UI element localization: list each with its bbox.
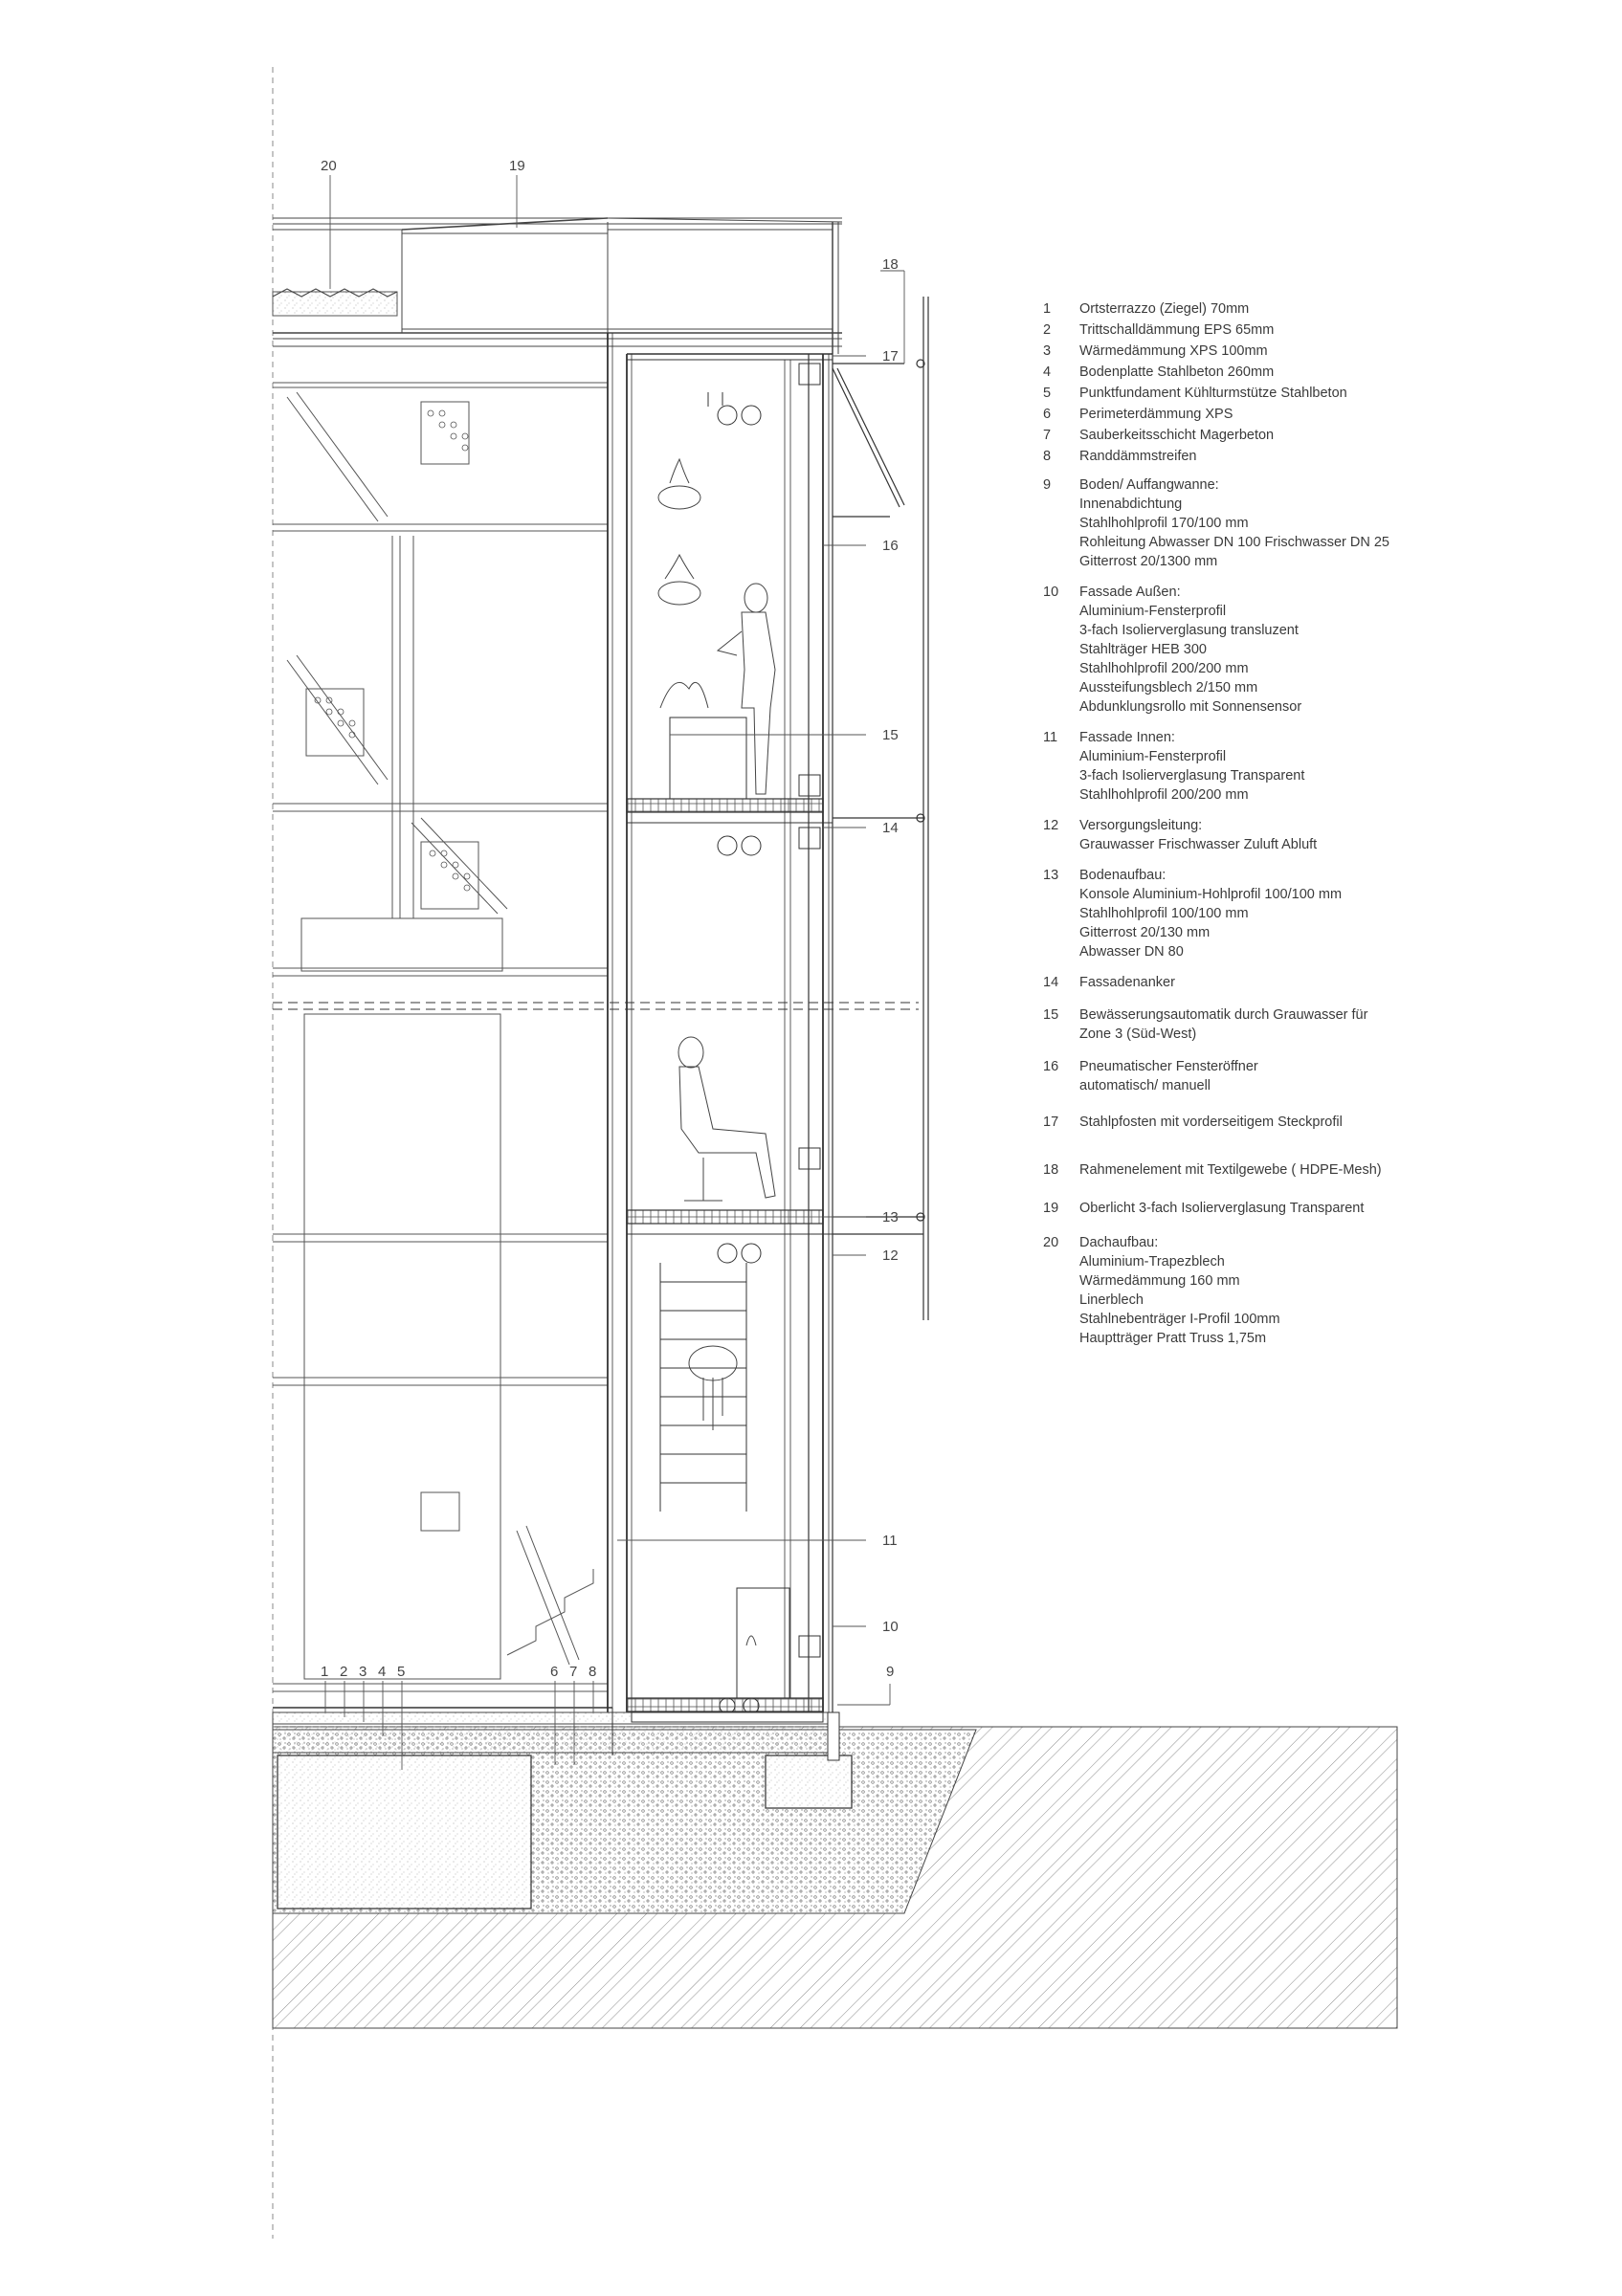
legend-text: Abdunklungsrollo mit Sonnensensor	[1079, 699, 1302, 715]
callout-19: 19	[509, 158, 525, 174]
legend-item-5	[1043, 384, 1579, 403]
legend-item-7	[1043, 426, 1579, 445]
legend-number: 13	[1043, 868, 1059, 883]
legend-text: Bewässerungsautomatik durch Grauwasser für	[1079, 1007, 1368, 1023]
legend-text: 3-fach Isolierverglasung transluzent	[1079, 623, 1299, 638]
callout-11: 11	[882, 1533, 898, 1549]
legend-number: 6	[1043, 407, 1052, 422]
callout-8: 8	[589, 1664, 597, 1680]
callout-2: 2	[340, 1664, 348, 1680]
callout-14: 14	[882, 820, 899, 836]
legend-text: Bodenplatte Stahlbeton 260mm	[1079, 364, 1275, 380]
legend-text: Ortsterrazzo (Ziegel) 70mm	[1079, 301, 1250, 317]
plant-figures	[658, 459, 756, 1645]
legend-number: 14	[1043, 975, 1059, 990]
legend-text: Oberlicht 3-fach Isolierverglasung Transparent	[1079, 1201, 1365, 1216]
legend-text: Versorgungsleitung:	[1079, 818, 1203, 833]
legend-text: Aussteifungsblech 2/150 mm	[1079, 680, 1258, 695]
legend-item-19	[1043, 1199, 1579, 1218]
legend-text: Stahlhohlprofil 200/200 mm	[1079, 661, 1249, 676]
legend-text: Grauwasser Frischwasser Zuluft Abluft	[1079, 837, 1318, 852]
legend-item-16	[1043, 1057, 1579, 1095]
legend-number: 15	[1043, 1007, 1059, 1023]
legend-number: 1	[1043, 301, 1052, 317]
roof-insulation	[273, 289, 397, 316]
legend-text: Wärmedämmung XPS 100mm	[1079, 343, 1268, 359]
callout-4: 4	[378, 1664, 387, 1680]
existing-structure-left	[273, 383, 608, 1691]
legend-text: 3-fach Isolierverglasung Transparent	[1079, 768, 1305, 784]
legend-text: Sauberkeitsschicht Magerbeton	[1079, 428, 1275, 443]
legend-text: Stahlnebenträger I-Profil 100mm	[1079, 1312, 1280, 1327]
legend-text: Zone 3 (Süd-West)	[1079, 1027, 1197, 1042]
legend-item-6	[1043, 405, 1579, 424]
legend-text: Stahlhohlprofil 100/100 mm	[1079, 906, 1249, 921]
legend-item-14	[1043, 973, 1579, 992]
callout-9: 9	[886, 1664, 895, 1680]
legend-text: Rahmenelement mit Textilgewebe ( HDPE-Mesh)	[1079, 1162, 1382, 1178]
legend-number: 9	[1043, 477, 1052, 493]
legend-number: 12	[1043, 818, 1059, 833]
legend-text: Dachaufbau:	[1079, 1235, 1159, 1250]
legend-item-20	[1043, 1233, 1579, 1348]
legend-text: Aluminium-Fensterprofil	[1079, 604, 1227, 619]
legend-text: Aluminium-Fensterprofil	[1079, 749, 1227, 764]
legend-item-4	[1043, 363, 1579, 382]
legend-text: automatisch/ manuell	[1079, 1078, 1211, 1093]
legend-item-13	[1043, 866, 1579, 961]
legend-text: Fassade Außen:	[1079, 585, 1181, 600]
legend-item-1	[1043, 299, 1579, 319]
legend-number: 10	[1043, 585, 1059, 600]
legend-item-11	[1043, 728, 1579, 805]
legend-item-17	[1043, 1113, 1579, 1132]
callout-1: 1	[321, 1664, 329, 1680]
legend-item-12	[1043, 816, 1579, 854]
legend-number: 3	[1043, 343, 1052, 359]
legend-text: Linerblech	[1079, 1292, 1144, 1308]
legend-item-8	[1043, 447, 1579, 466]
legend-number: 8	[1043, 449, 1052, 464]
legend-text: Boden/ Auffangwanne:	[1079, 477, 1219, 493]
legend-text: Trittschalldämmung EPS 65mm	[1079, 322, 1275, 338]
roof-structure	[273, 218, 842, 354]
legend-text: Innenabdichtung	[1079, 497, 1183, 512]
legend-text: Randdämmstreifen	[1079, 449, 1197, 464]
legend-number: 7	[1043, 428, 1052, 443]
callout-12: 12	[882, 1247, 899, 1264]
callout-16: 16	[882, 538, 899, 554]
callout-5: 5	[397, 1664, 406, 1680]
legend-text: Pneumatischer Fensteröffner	[1079, 1059, 1258, 1074]
person-seated	[678, 1037, 775, 1201]
legend-item-15	[1043, 1005, 1579, 1044]
legend-text: Stahlträger HEB 300	[1079, 642, 1207, 657]
legend-item-9	[1043, 475, 1579, 571]
legend-item-2	[1043, 320, 1579, 340]
callout-6: 6	[550, 1664, 559, 1680]
callout-7: 7	[569, 1664, 578, 1680]
legend-item-3	[1043, 342, 1579, 361]
callout-18: 18	[882, 256, 899, 273]
legend-text: Gitterrost 20/130 mm	[1079, 925, 1211, 940]
legend-item-10	[1043, 583, 1579, 717]
legend-number: 19	[1043, 1201, 1059, 1216]
legend-text: Aluminium-Trapezblech	[1079, 1254, 1225, 1269]
callout-13: 13	[882, 1209, 899, 1225]
legend-number: 4	[1043, 364, 1052, 380]
callout-10: 10	[882, 1619, 899, 1635]
legend-list	[1043, 299, 1579, 1348]
callout-15: 15	[882, 727, 899, 743]
legend-text: Fassade Innen:	[1079, 730, 1175, 745]
facade-module	[273, 333, 919, 1713]
legend-number: 5	[1043, 386, 1052, 401]
legend-number: 16	[1043, 1059, 1059, 1074]
callout-3: 3	[359, 1664, 367, 1680]
legend-item-18	[1043, 1160, 1579, 1180]
legend-text: Gitterrost 20/1300 mm	[1079, 554, 1218, 569]
legend-text: Perimeterdämmung XPS	[1079, 407, 1233, 422]
foundation	[273, 1708, 1397, 2028]
legend-text: Abwasser DN 80	[1079, 944, 1184, 960]
leader-lines	[325, 175, 904, 1770]
legend-text: Punktfundament Kühlturmstütze Stahlbeton	[1079, 386, 1347, 401]
legend-text: Wärmedämmung 160 mm	[1079, 1273, 1240, 1289]
legend-text: Hauptträger Pratt Truss 1,75m	[1079, 1331, 1267, 1346]
callout-20: 20	[321, 158, 337, 174]
legend-text: Konsole Aluminium-Hohlprofil 100/100 mm	[1079, 887, 1343, 902]
legend-number: 17	[1043, 1115, 1059, 1130]
callout-17: 17	[882, 348, 899, 364]
legend-number: 20	[1043, 1235, 1059, 1250]
legend-text: Bodenaufbau:	[1079, 868, 1167, 883]
legend-number: 18	[1043, 1162, 1059, 1178]
mesh-frame-element	[833, 297, 928, 1320]
legend-number: 11	[1043, 730, 1058, 745]
legend-text: Fassadenanker	[1079, 975, 1175, 990]
legend-number: 2	[1043, 322, 1052, 338]
legend-text: Stahlhohlprofil 200/200 mm	[1079, 787, 1249, 803]
legend-text: Stahlhohlprofil 170/100 mm	[1079, 516, 1249, 531]
legend-text: Stahlpfosten mit vorderseitigem Steckprofil	[1079, 1115, 1343, 1130]
legend-text: Rohleitung Abwasser DN 100 Frischwasser DN 25	[1079, 535, 1389, 550]
